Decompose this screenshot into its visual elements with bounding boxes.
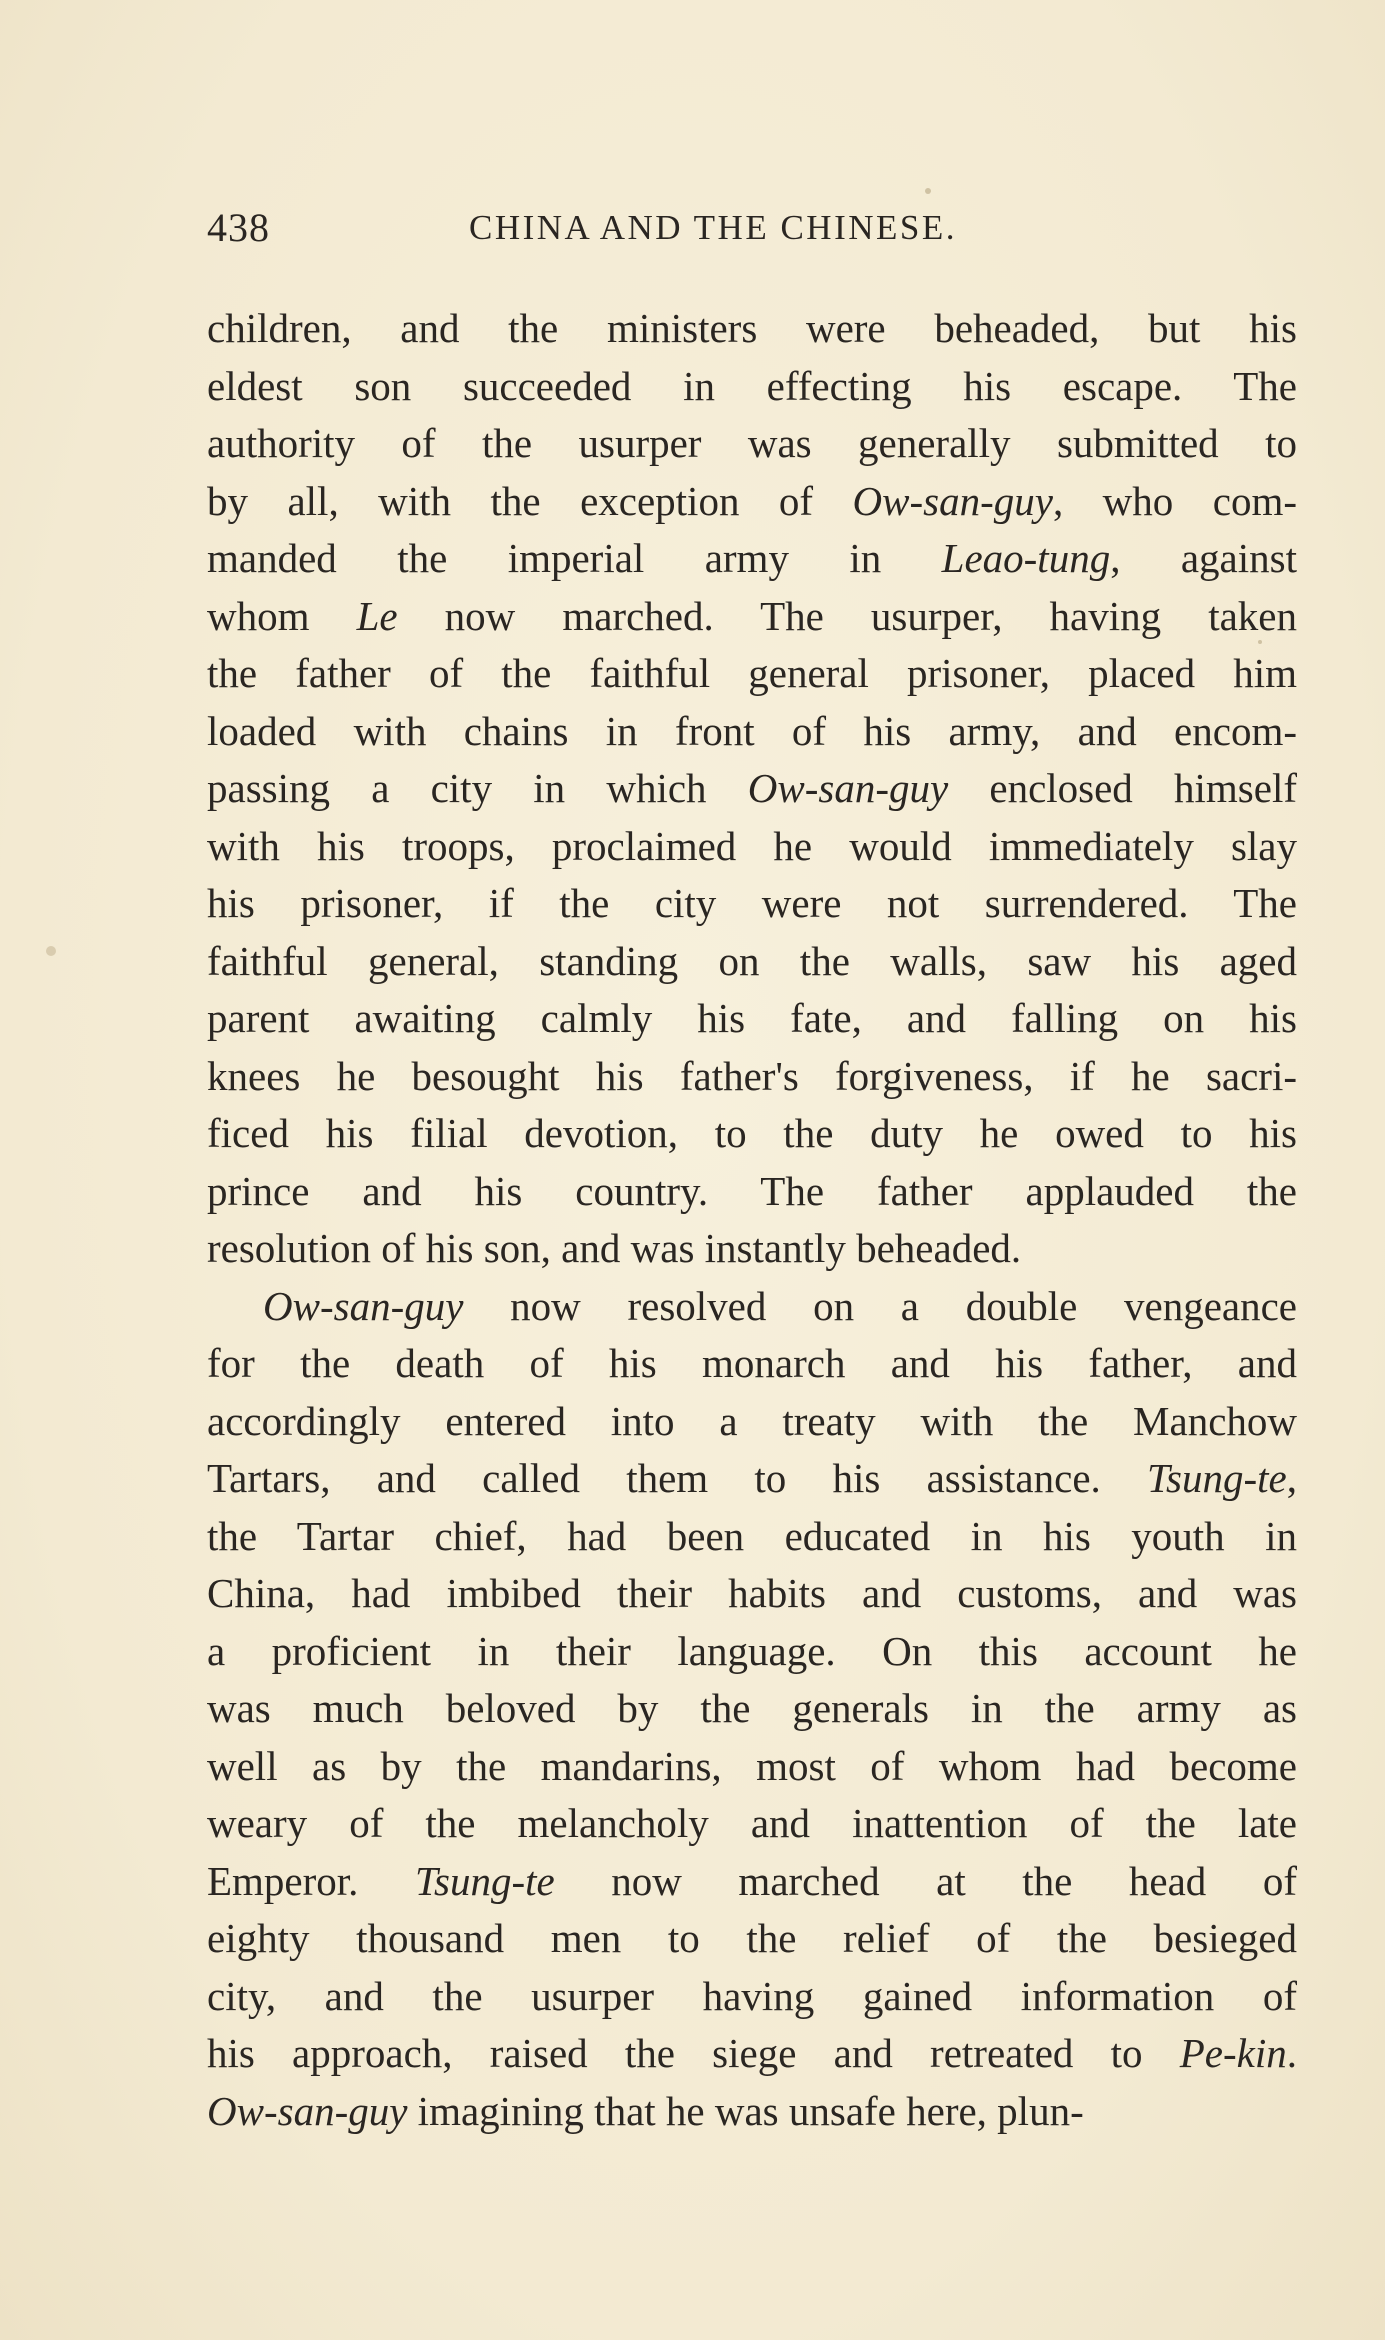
- text-line: [207, 760, 1297, 818]
- text-line: [207, 703, 1297, 761]
- text-run: ficed his filial devotion, to the duty he owed to his: [207, 1110, 1297, 1156]
- text-run: loaded with chains in front of his army, and encom-: [207, 707, 1297, 754]
- text-run: by all, with the exception of: [207, 477, 853, 524]
- text-line: [207, 875, 1297, 933]
- text-line: [207, 1220, 1297, 1278]
- italic-name: Ow-san-guy: [263, 1282, 464, 1329]
- text-line: [207, 1105, 1297, 1163]
- text-run: , who com-: [1052, 477, 1297, 524]
- text-run: ,: [1286, 1455, 1297, 1501]
- text-run: the Tartar chief, had been educated in his youth in: [207, 1512, 1297, 1559]
- text-line: [207, 1048, 1297, 1106]
- text-line: [207, 1738, 1297, 1796]
- text-line: [207, 1910, 1297, 1968]
- text-line: [207, 415, 1297, 473]
- paper-speck: [46, 946, 56, 956]
- text-line: [207, 1508, 1297, 1566]
- text-run: well as by the mandarins, most of whom had become: [207, 1742, 1297, 1789]
- text-run: for the death of his monarch and his father, and: [207, 1340, 1297, 1386]
- text-line: [207, 1450, 1297, 1508]
- text-line: [207, 358, 1297, 416]
- text-line: [207, 588, 1297, 646]
- text-line: [207, 1163, 1297, 1221]
- text-run: prince and his country. The father applauded the: [207, 1167, 1297, 1214]
- text-run: weary of the melancholy and inattention of the late: [207, 1800, 1297, 1846]
- text-run: was much beloved by the generals in the army as: [207, 1685, 1297, 1731]
- text-run: parent awaiting calmly his fate, and falling on his: [207, 995, 1297, 1041]
- text-line: [207, 530, 1297, 588]
- text-line: [207, 990, 1297, 1048]
- text-run: authority of the usurper was generally submitted to: [207, 420, 1297, 466]
- text-line: [207, 473, 1297, 531]
- text-line: [207, 1853, 1297, 1911]
- text-run: faithful general, standing on the walls, saw his aged: [207, 937, 1297, 984]
- text-run: his approach, raised the siege and retreated to: [207, 2030, 1180, 2076]
- text-run: knees he besought his father's forgiveness, if he sacri-: [207, 1052, 1297, 1099]
- text-line: [207, 1335, 1297, 1393]
- text-run: imagining that he was unsafe here, plun-: [407, 2087, 1084, 2134]
- text-run: resolution of his son, and was instantly beheaded.: [207, 1225, 1022, 1271]
- italic-name: Tsung-te: [1147, 1455, 1287, 1501]
- italic-name: Leao-tung: [941, 535, 1111, 581]
- text-line: [207, 1968, 1297, 2026]
- text-run: now resolved on a double vengeance: [463, 1282, 1297, 1329]
- text-run: Tartars, and called them to his assistance.: [207, 1455, 1147, 1501]
- text-line: [207, 1623, 1297, 1681]
- text-run: passing a city in which: [207, 765, 748, 811]
- text-line: [207, 1565, 1297, 1623]
- text-run: his prisoner, if the city were not surrendered. The: [207, 880, 1297, 926]
- text-run: now marched. The usurper, having taken: [397, 592, 1297, 639]
- text-run: eldest son succeeded in effecting his escape. The: [207, 362, 1297, 409]
- text-run: , against: [1110, 535, 1297, 581]
- text-line: [207, 1680, 1297, 1738]
- text-line: [207, 645, 1297, 703]
- running-title: CHINA AND THE CHINESE.: [469, 208, 957, 247]
- text-run: China, had imbibed their habits and customs, and was: [207, 1570, 1297, 1616]
- text-run: manded the imperial army in: [207, 535, 942, 581]
- page-number: 438: [207, 205, 270, 250]
- text-line: [207, 933, 1297, 991]
- text-line: [207, 2025, 1297, 2083]
- text-run: enclosed himself: [948, 765, 1297, 811]
- italic-name: Pe-kin: [1179, 2030, 1287, 2076]
- text-run: whom: [207, 592, 357, 639]
- text-line: [207, 1393, 1297, 1451]
- text-run: eighty thousand men to the relief of the besieged: [207, 1915, 1297, 1961]
- paper-speck: [1258, 640, 1262, 644]
- paper-speck: [925, 188, 931, 194]
- body-text: [207, 300, 1297, 2140]
- text-run: children, and the ministers were beheaded, but his: [207, 305, 1297, 351]
- text-run: now marched at the head of: [554, 1857, 1297, 1904]
- page-header: [207, 198, 1295, 258]
- text-run: accordingly entered into a treaty with the Manchow: [207, 1397, 1297, 1444]
- text-line: [207, 300, 1297, 358]
- italic-name: Ow-san-guy: [747, 765, 949, 811]
- text-run: a proficient in their language. On this account he: [207, 1627, 1297, 1674]
- italic-name: Le: [356, 592, 398, 639]
- text-line: [207, 818, 1297, 876]
- text-line: [207, 1795, 1297, 1853]
- text-run: with his troops, proclaimed he would immediately slay: [207, 822, 1297, 869]
- text-run: .: [1286, 2030, 1297, 2076]
- italic-name: Tsung-te: [414, 1857, 555, 1904]
- text-line: [207, 2083, 1297, 2141]
- text-run: city, and the usurper having gained information of: [207, 1972, 1297, 2019]
- italic-name: Ow-san-guy: [852, 477, 1053, 524]
- text-run: Emperor.: [207, 1857, 415, 1904]
- text-run: the father of the faithful general prisoner, placed him: [207, 650, 1297, 696]
- italic-name: Ow-san-guy: [207, 2087, 408, 2134]
- text-line: [207, 1278, 1297, 1336]
